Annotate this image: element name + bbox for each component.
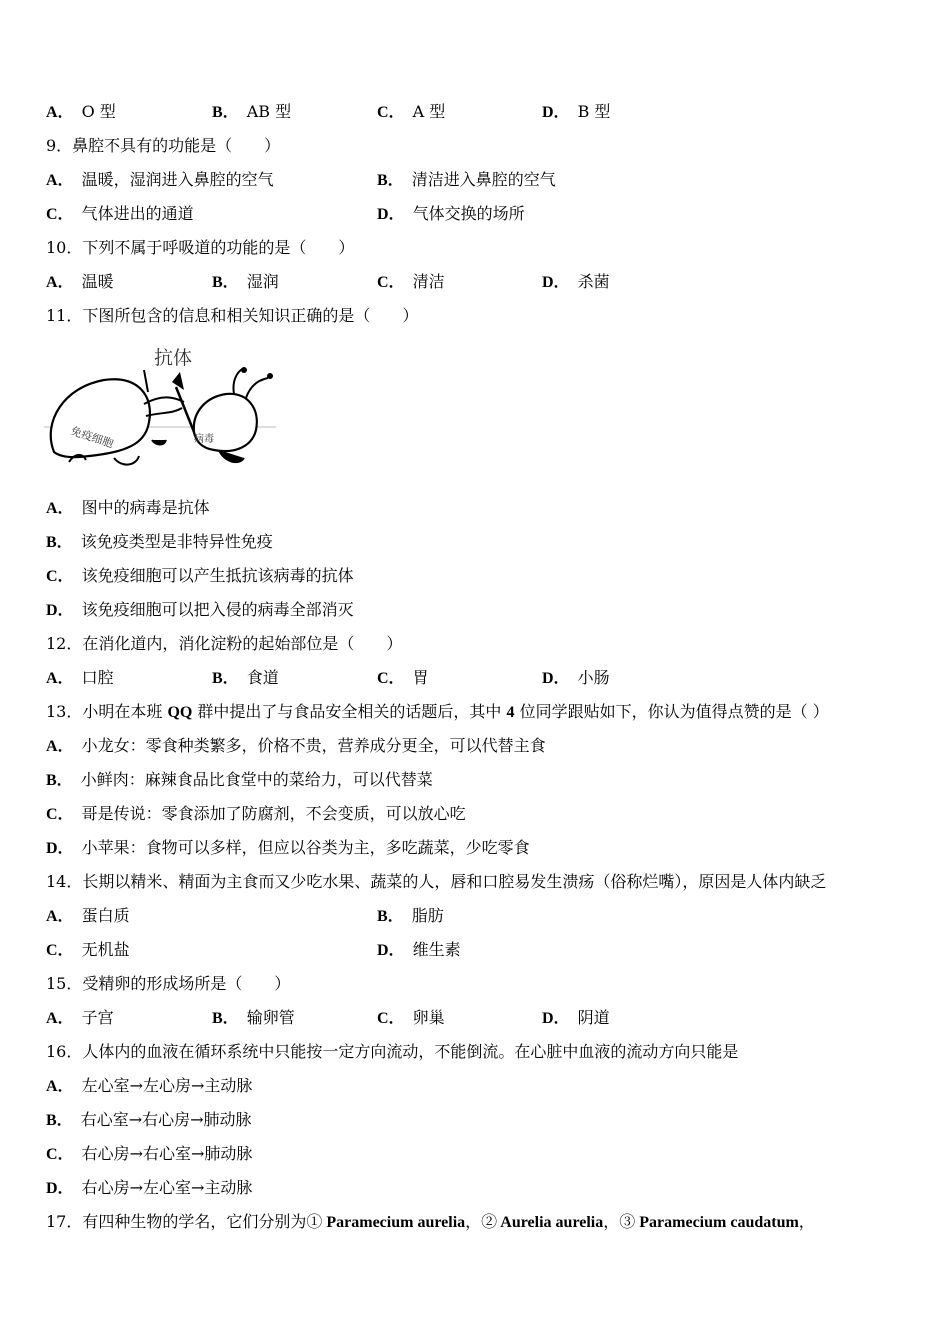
q13-option-a: A． 小龙女：零食种类繁多，价格不贵，营养成分更全，可以代替主食 [46,736,546,755]
q11-stem: 11．下图所包含的信息和相关知识正确的是（ ） [46,306,419,325]
immune-cell-antibody-figure [44,342,276,472]
q16-option-d: D． 右心房→左心室→主动脉 [46,1178,253,1197]
q8-option-c: C． A 型 [377,102,446,121]
q10-stem: 10．下列不属于呼吸道的功能的是（ ） [46,238,355,257]
q10-option-a: A． 温暖 [46,272,114,291]
q10-option-b: B． 湿润 [212,272,279,291]
q8-option-b: B． AB 型 [212,102,292,121]
q11-option-c: C． 该免疫细胞可以产生抵抗该病毒的抗体 [46,566,354,585]
q12-option-d: D． 小肠 [542,668,610,687]
q16-option-b: B． 右心室→右心房→肺动脉 [46,1110,252,1129]
q10-option-c: C． 清洁 [377,272,445,291]
q11-option-b: B． 该免疫类型是非特异性免疫 [46,532,273,551]
q14-option-a: A． 蛋白质 [46,906,130,925]
q10-option-d: D． 杀菌 [542,272,610,291]
q13-option-c: C． 哥是传说：零食添加了防腐剂，不会变质，可以放心吃 [46,804,466,823]
q9-option-b: B． 清洁进入鼻腔的空气 [377,170,556,189]
q15-option-d: D． 阴道 [542,1008,610,1027]
q14-stem: 14．长期以精米、精面为主食而又少吃水果、蔬菜的人，唇和口腔易发生溃疡（俗称烂嘴），原因是人体内缺乏 [46,872,827,891]
q9-option-a: A． 温暖，湿润进入鼻腔的空气 [46,170,274,189]
q12-option-a: A． 口腔 [46,668,114,687]
q15-option-c: C． 卵巢 [377,1008,445,1027]
q15-stem: 15．受精卵的形成场所是（ ） [46,974,291,993]
q16-option-c: C． 右心房→右心室→肺动脉 [46,1144,253,1163]
q12-option-c: C． 胃 [377,668,429,687]
q11-option-d: D． 该免疫细胞可以把入侵的病毒全部消灭 [46,600,354,619]
figure-label-immune-cell: 免疫细胞 [69,424,115,451]
q14-option-b: B． 脂肪 [377,906,444,925]
q16-stem: 16．人体内的血液在循环系统中只能按一定方向流动，不能倒流。在心脏中血液的流动方向只能是 [46,1042,739,1061]
figure-label-virus: 病毒 [194,434,214,445]
q13-stem: 13．小明在本班 QQ 群中提出了与食品安全相关的话题后，其中 4 位同学跟贴如下，你认为值得点赞的是（ ） [46,702,829,721]
q9-stem: 9．鼻腔不具有的功能是（ ） [46,136,281,155]
q9-option-c: C． 气体进出的通道 [46,204,194,223]
q14-option-d: D． 维生素 [377,940,461,959]
q12-option-b: B． 食道 [212,668,279,687]
q15-option-a: A． 子宫 [46,1008,114,1027]
q16-option-a: A． 左心室→左心房→主动脉 [46,1076,253,1095]
q12-stem: 12．在消化道内，消化淀粉的起始部位是（ ） [46,634,403,653]
figure-label-antibody: 抗体 [154,347,193,369]
q8-option-d: D． B 型 [542,102,611,121]
q13-option-d: D． 小苹果：食物可以多样，但应以谷类为主，多吃蔬菜，少吃零食 [46,838,530,857]
q8-option-a: A． O 型 [46,102,116,121]
q9-option-d: D． 气体交换的场所 [377,204,525,223]
q13-option-b: B． 小鲜肉：麻辣食品比食堂中的菜给力，可以代替菜 [46,770,433,789]
q17-stem: 17．有四种生物的学名，它们分别为① Paramecium aurelia，② Aurelia aurelia，③ Paramecium caudatum， [46,1212,815,1231]
q15-option-b: B． 输卵管 [212,1008,295,1027]
q14-option-c: C． 无机盐 [46,940,130,959]
q11-option-a: A． 图中的病毒是抗体 [46,498,210,517]
